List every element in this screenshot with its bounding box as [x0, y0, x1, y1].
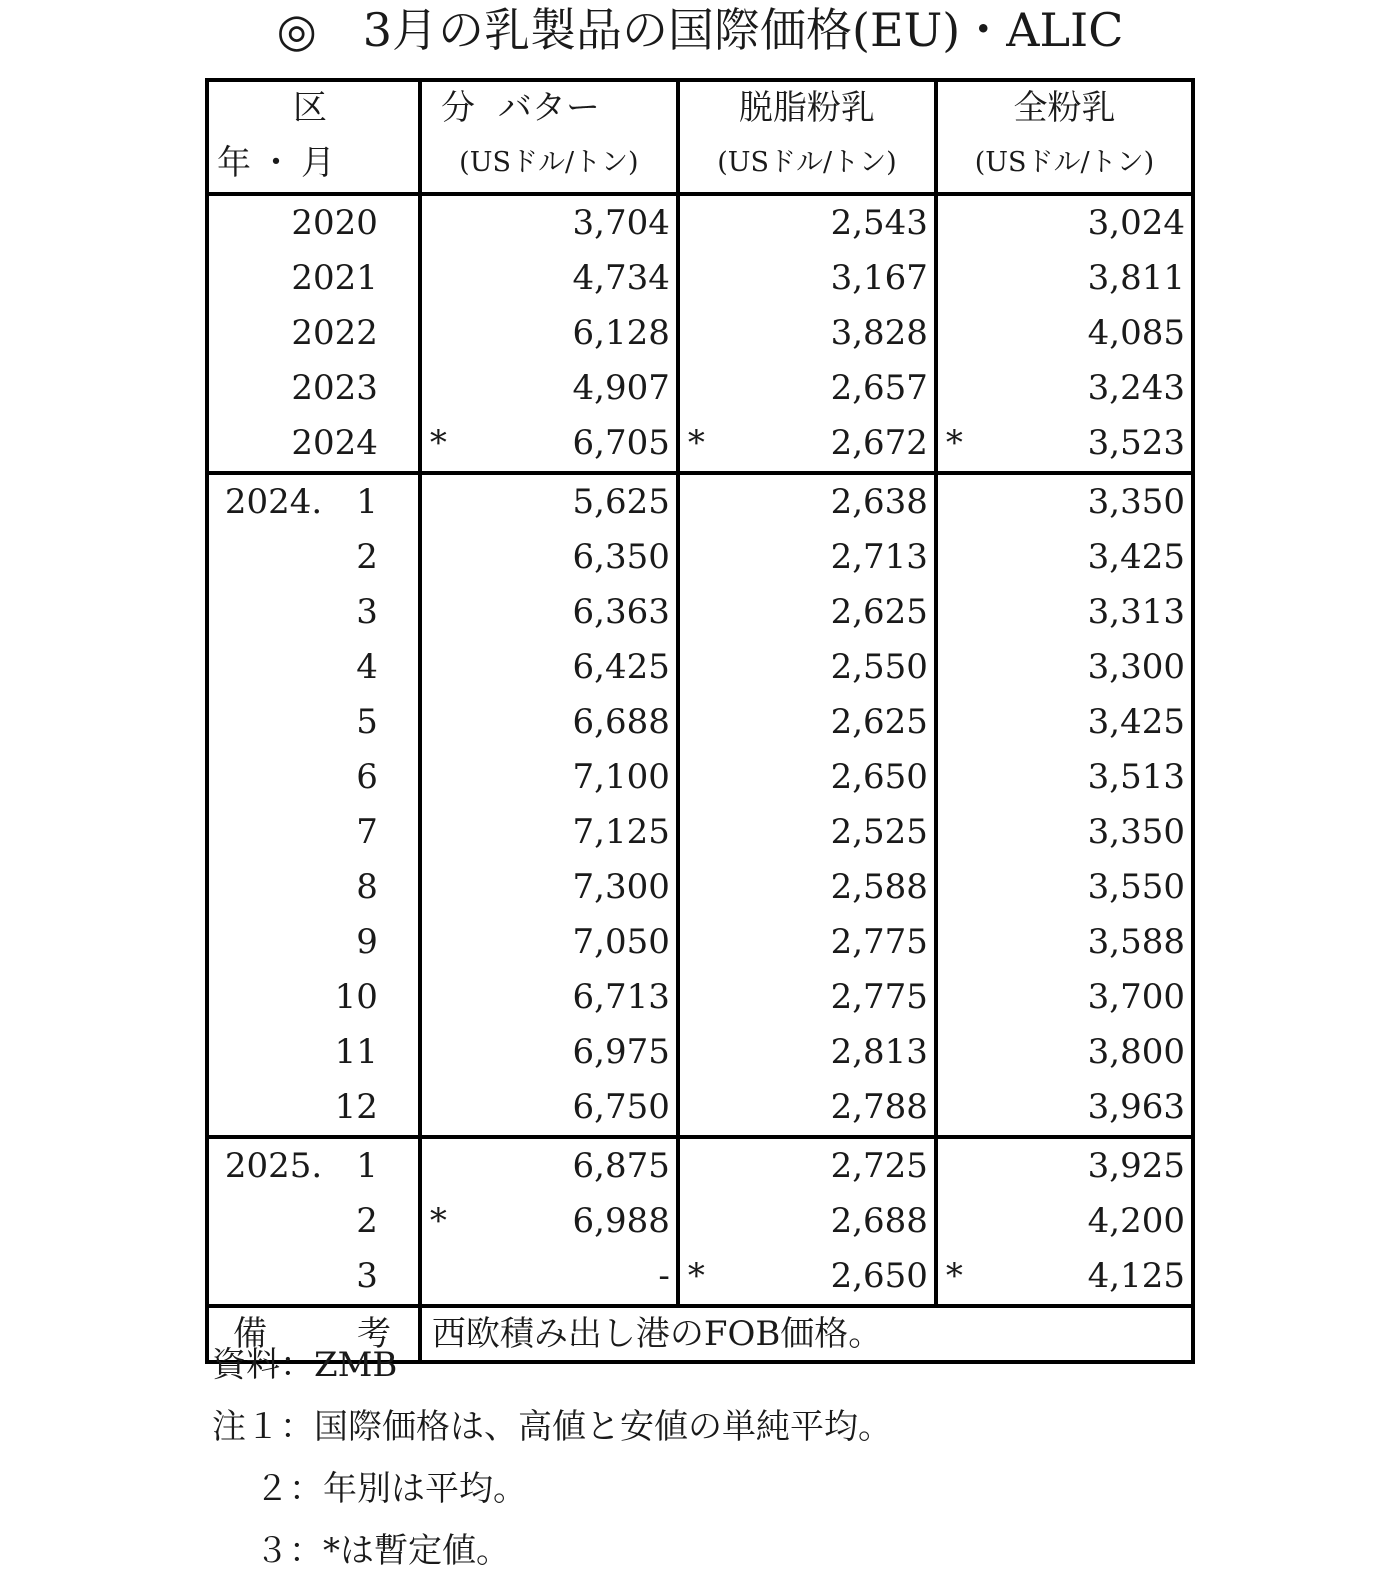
- cell-value: 4,907: [572, 368, 670, 408]
- cell-value: 6,875: [572, 1146, 670, 1186]
- cell-wmp: [936, 805, 1193, 860]
- cell-wmp: [936, 251, 1193, 306]
- row-label: 2020: [207, 194, 420, 251]
- cell-value: 6,128: [572, 313, 670, 353]
- row-label: 3: [207, 585, 420, 640]
- cell-value: 2,543: [830, 203, 928, 243]
- row-label: 3: [207, 1249, 420, 1306]
- cell-smp: [678, 1080, 936, 1137]
- cell-butter: [420, 695, 678, 750]
- table-row: [207, 970, 1193, 1025]
- table-row: [207, 251, 1193, 306]
- cell-value: 5,625: [572, 482, 670, 522]
- row-label: 6: [207, 750, 420, 805]
- cell-wmp: [936, 416, 1193, 473]
- cell-smp: [678, 194, 936, 251]
- cell-wmp: [936, 1080, 1193, 1137]
- cell-value: 3,800: [1087, 1032, 1185, 1072]
- cell-smp: [678, 473, 936, 530]
- cell-smp: [678, 805, 936, 860]
- table-row: [207, 805, 1193, 860]
- cell-value: 7,300: [572, 867, 670, 907]
- cell-butter: [420, 1194, 678, 1249]
- cell-butter: [420, 640, 678, 695]
- cell-value: 3,425: [1087, 702, 1185, 742]
- cell-wmp: [936, 1137, 1193, 1194]
- row-label: 4: [207, 640, 420, 695]
- row-label: 5: [207, 695, 420, 750]
- cell-value: 4,200: [1087, 1201, 1185, 1241]
- cell-smp: [678, 306, 936, 361]
- cell-value: 4,085: [1087, 313, 1185, 353]
- cell-value: 4,125: [1087, 1256, 1185, 1296]
- header-category: 区 分: [207, 80, 420, 134]
- cell-value: 7,125: [572, 812, 670, 852]
- row-label: 2: [207, 530, 420, 585]
- cell-value: 7,100: [572, 757, 670, 797]
- table-row: [207, 585, 1193, 640]
- cell-value: 2,650: [830, 1256, 928, 1296]
- cell-value: 2,525: [830, 812, 928, 852]
- cell-wmp: [936, 695, 1193, 750]
- table-row: [207, 306, 1193, 361]
- cell-smp: [678, 361, 936, 416]
- cell-wmp: [936, 640, 1193, 695]
- cell-value: 2,713: [830, 537, 928, 577]
- cell-value: 6,350: [572, 537, 670, 577]
- cell-value: 3,513: [1087, 757, 1185, 797]
- row-label: 2025. 1: [207, 1137, 420, 1194]
- cell-smp: [678, 251, 936, 306]
- cell-value: 2,657: [830, 368, 928, 408]
- table-row: [207, 640, 1193, 695]
- row-label: 10: [207, 970, 420, 1025]
- footnote-1: 注１：国際価格は、高値と安値の単純平均。: [212, 1407, 892, 1447]
- cell-butter: [420, 1025, 678, 1080]
- cell-butter: [420, 530, 678, 585]
- cell-smp: [678, 1194, 936, 1249]
- cell-value: 2,650: [830, 757, 928, 797]
- cell-smp: [678, 1137, 936, 1194]
- cell-value: 3,811: [1087, 258, 1185, 298]
- cell-value: 2,813: [830, 1032, 928, 1072]
- cell-value: 3,350: [1087, 482, 1185, 522]
- cell-value: 2,672: [830, 423, 928, 463]
- cell-butter: [420, 750, 678, 805]
- cell-wmp: [936, 306, 1193, 361]
- cell-butter: [420, 306, 678, 361]
- header-row: [207, 80, 1193, 134]
- row-label: 2023: [207, 361, 420, 416]
- cell-value: 3,700: [1087, 977, 1185, 1017]
- header-skim-milk-powder: 脱脂粉乳: [678, 80, 936, 134]
- cell-wmp: [936, 1025, 1193, 1080]
- cell-wmp: [936, 530, 1193, 585]
- remarks-label: 備考: [207, 1306, 420, 1362]
- cell-value: 6,975: [572, 1032, 670, 1072]
- provisional-mark: *: [945, 1256, 963, 1296]
- cell-value: 3,425: [1087, 537, 1185, 577]
- row-label: 2021: [207, 251, 420, 306]
- cell-wmp: [936, 970, 1193, 1025]
- table-row: [207, 915, 1193, 970]
- cell-wmp: [936, 915, 1193, 970]
- cell-butter: [420, 805, 678, 860]
- cell-value: 6,750: [572, 1087, 670, 1127]
- cell-wmp: [936, 1249, 1193, 1306]
- table-row: [207, 416, 1193, 473]
- cell-value: 3,243: [1087, 368, 1185, 408]
- header-unit-wmp: (USドル/トン): [936, 134, 1193, 194]
- cell-smp: [678, 860, 936, 915]
- row-label: 7: [207, 805, 420, 860]
- provisional-mark: *: [429, 423, 447, 463]
- header-unit-butter: (USドル/トン): [420, 134, 678, 194]
- cell-smp: [678, 750, 936, 805]
- cell-value: 3,963: [1087, 1087, 1185, 1127]
- cell-butter: [420, 416, 678, 473]
- cell-butter: [420, 1249, 678, 1306]
- source-note: 資料：ZMB: [212, 1345, 398, 1385]
- cell-butter: [420, 473, 678, 530]
- cell-wmp: [936, 585, 1193, 640]
- row-label: 2: [207, 1194, 420, 1249]
- cell-butter: [420, 194, 678, 251]
- cell-value: 3,828: [830, 313, 928, 353]
- cell-value: 3,925: [1087, 1146, 1185, 1186]
- cell-value: 2,638: [830, 482, 928, 522]
- row-label: 11: [207, 1025, 420, 1080]
- row-label: 12: [207, 1080, 420, 1137]
- cell-smp: [678, 640, 936, 695]
- provisional-mark: *: [429, 1201, 447, 1241]
- table-row: [207, 530, 1193, 585]
- cell-value: 6,363: [572, 592, 670, 632]
- cell-wmp: [936, 473, 1193, 530]
- cell-value: 3,523: [1087, 423, 1185, 463]
- cell-smp: [678, 695, 936, 750]
- header-unit-row: [207, 134, 1193, 194]
- cell-wmp: [936, 1194, 1193, 1249]
- cell-value: 6,713: [572, 977, 670, 1017]
- row-label: 2024. 1: [207, 473, 420, 530]
- table-row: [207, 1249, 1193, 1306]
- table-row: [207, 695, 1193, 750]
- table-row: [207, 473, 1193, 530]
- table-row: [207, 361, 1193, 416]
- cell-smp: [678, 1025, 936, 1080]
- cell-butter: [420, 970, 678, 1025]
- row-label: 2024: [207, 416, 420, 473]
- cell-value: 3,167: [830, 258, 928, 298]
- row-label: 2022: [207, 306, 420, 361]
- row-label: 9: [207, 915, 420, 970]
- cell-value: 2,775: [830, 977, 928, 1017]
- cell-value: 3,350: [1087, 812, 1185, 852]
- cell-smp: [678, 416, 936, 473]
- table-row: [207, 1137, 1193, 1194]
- cell-butter: [420, 361, 678, 416]
- cell-value: 3,024: [1087, 203, 1185, 243]
- cell-value: 2,725: [830, 1146, 928, 1186]
- cell-value: 6,425: [572, 647, 670, 687]
- table-row: [207, 1194, 1193, 1249]
- cell-value: -: [658, 1256, 670, 1296]
- cell-value: 6,988: [572, 1201, 670, 1241]
- cell-wmp: [936, 860, 1193, 915]
- cell-smp: [678, 970, 936, 1025]
- price-table: [205, 78, 1195, 1364]
- cell-butter: [420, 1137, 678, 1194]
- cell-butter: [420, 860, 678, 915]
- table-row: [207, 194, 1193, 251]
- cell-butter: [420, 1080, 678, 1137]
- cell-value: 3,550: [1087, 867, 1185, 907]
- cell-value: 3,704: [572, 203, 670, 243]
- cell-value: 2,788: [830, 1087, 928, 1127]
- cell-smp: [678, 1249, 936, 1306]
- cell-smp: [678, 585, 936, 640]
- cell-value: 4,734: [572, 258, 670, 298]
- footnote-2: ２：年別は平均。: [255, 1469, 527, 1509]
- cell-smp: [678, 915, 936, 970]
- row-label: 8: [207, 860, 420, 915]
- cell-butter: [420, 585, 678, 640]
- cell-wmp: [936, 361, 1193, 416]
- header-whole-milk-powder: 全粉乳: [936, 80, 1193, 134]
- table-row: [207, 1080, 1193, 1137]
- cell-butter: [420, 915, 678, 970]
- provisional-mark: *: [945, 423, 963, 463]
- cell-value: 2,588: [830, 867, 928, 907]
- provisional-mark: *: [687, 423, 705, 463]
- cell-value: 2,550: [830, 647, 928, 687]
- cell-wmp: [936, 750, 1193, 805]
- cell-value: 2,625: [830, 702, 928, 742]
- header-year-month: 年・月: [207, 134, 420, 194]
- remarks-text: 西欧積み出し港のFOB価格。: [420, 1306, 1193, 1362]
- header-unit-smp: (USドル/トン): [678, 134, 936, 194]
- cell-value: 6,705: [572, 423, 670, 463]
- cell-value: 3,313: [1087, 592, 1185, 632]
- footnote-3: ３：*は暫定値。: [255, 1531, 510, 1571]
- cell-wmp: [936, 194, 1193, 251]
- page-title: ◎ 3月の乳製品の国際価格(EU)・ALIC: [276, 3, 1124, 57]
- cell-value: 7,050: [572, 922, 670, 962]
- cell-value: 2,775: [830, 922, 928, 962]
- cell-value: 3,300: [1087, 647, 1185, 687]
- cell-value: 3,588: [1087, 922, 1185, 962]
- table-row: [207, 750, 1193, 805]
- cell-value: 2,625: [830, 592, 928, 632]
- cell-smp: [678, 530, 936, 585]
- table-row: [207, 860, 1193, 915]
- cell-butter: [420, 251, 678, 306]
- header-butter: バター: [420, 80, 678, 134]
- cell-value: 2,688: [830, 1201, 928, 1241]
- cell-value: 6,688: [572, 702, 670, 742]
- provisional-mark: *: [687, 1256, 705, 1296]
- table-row: [207, 1025, 1193, 1080]
